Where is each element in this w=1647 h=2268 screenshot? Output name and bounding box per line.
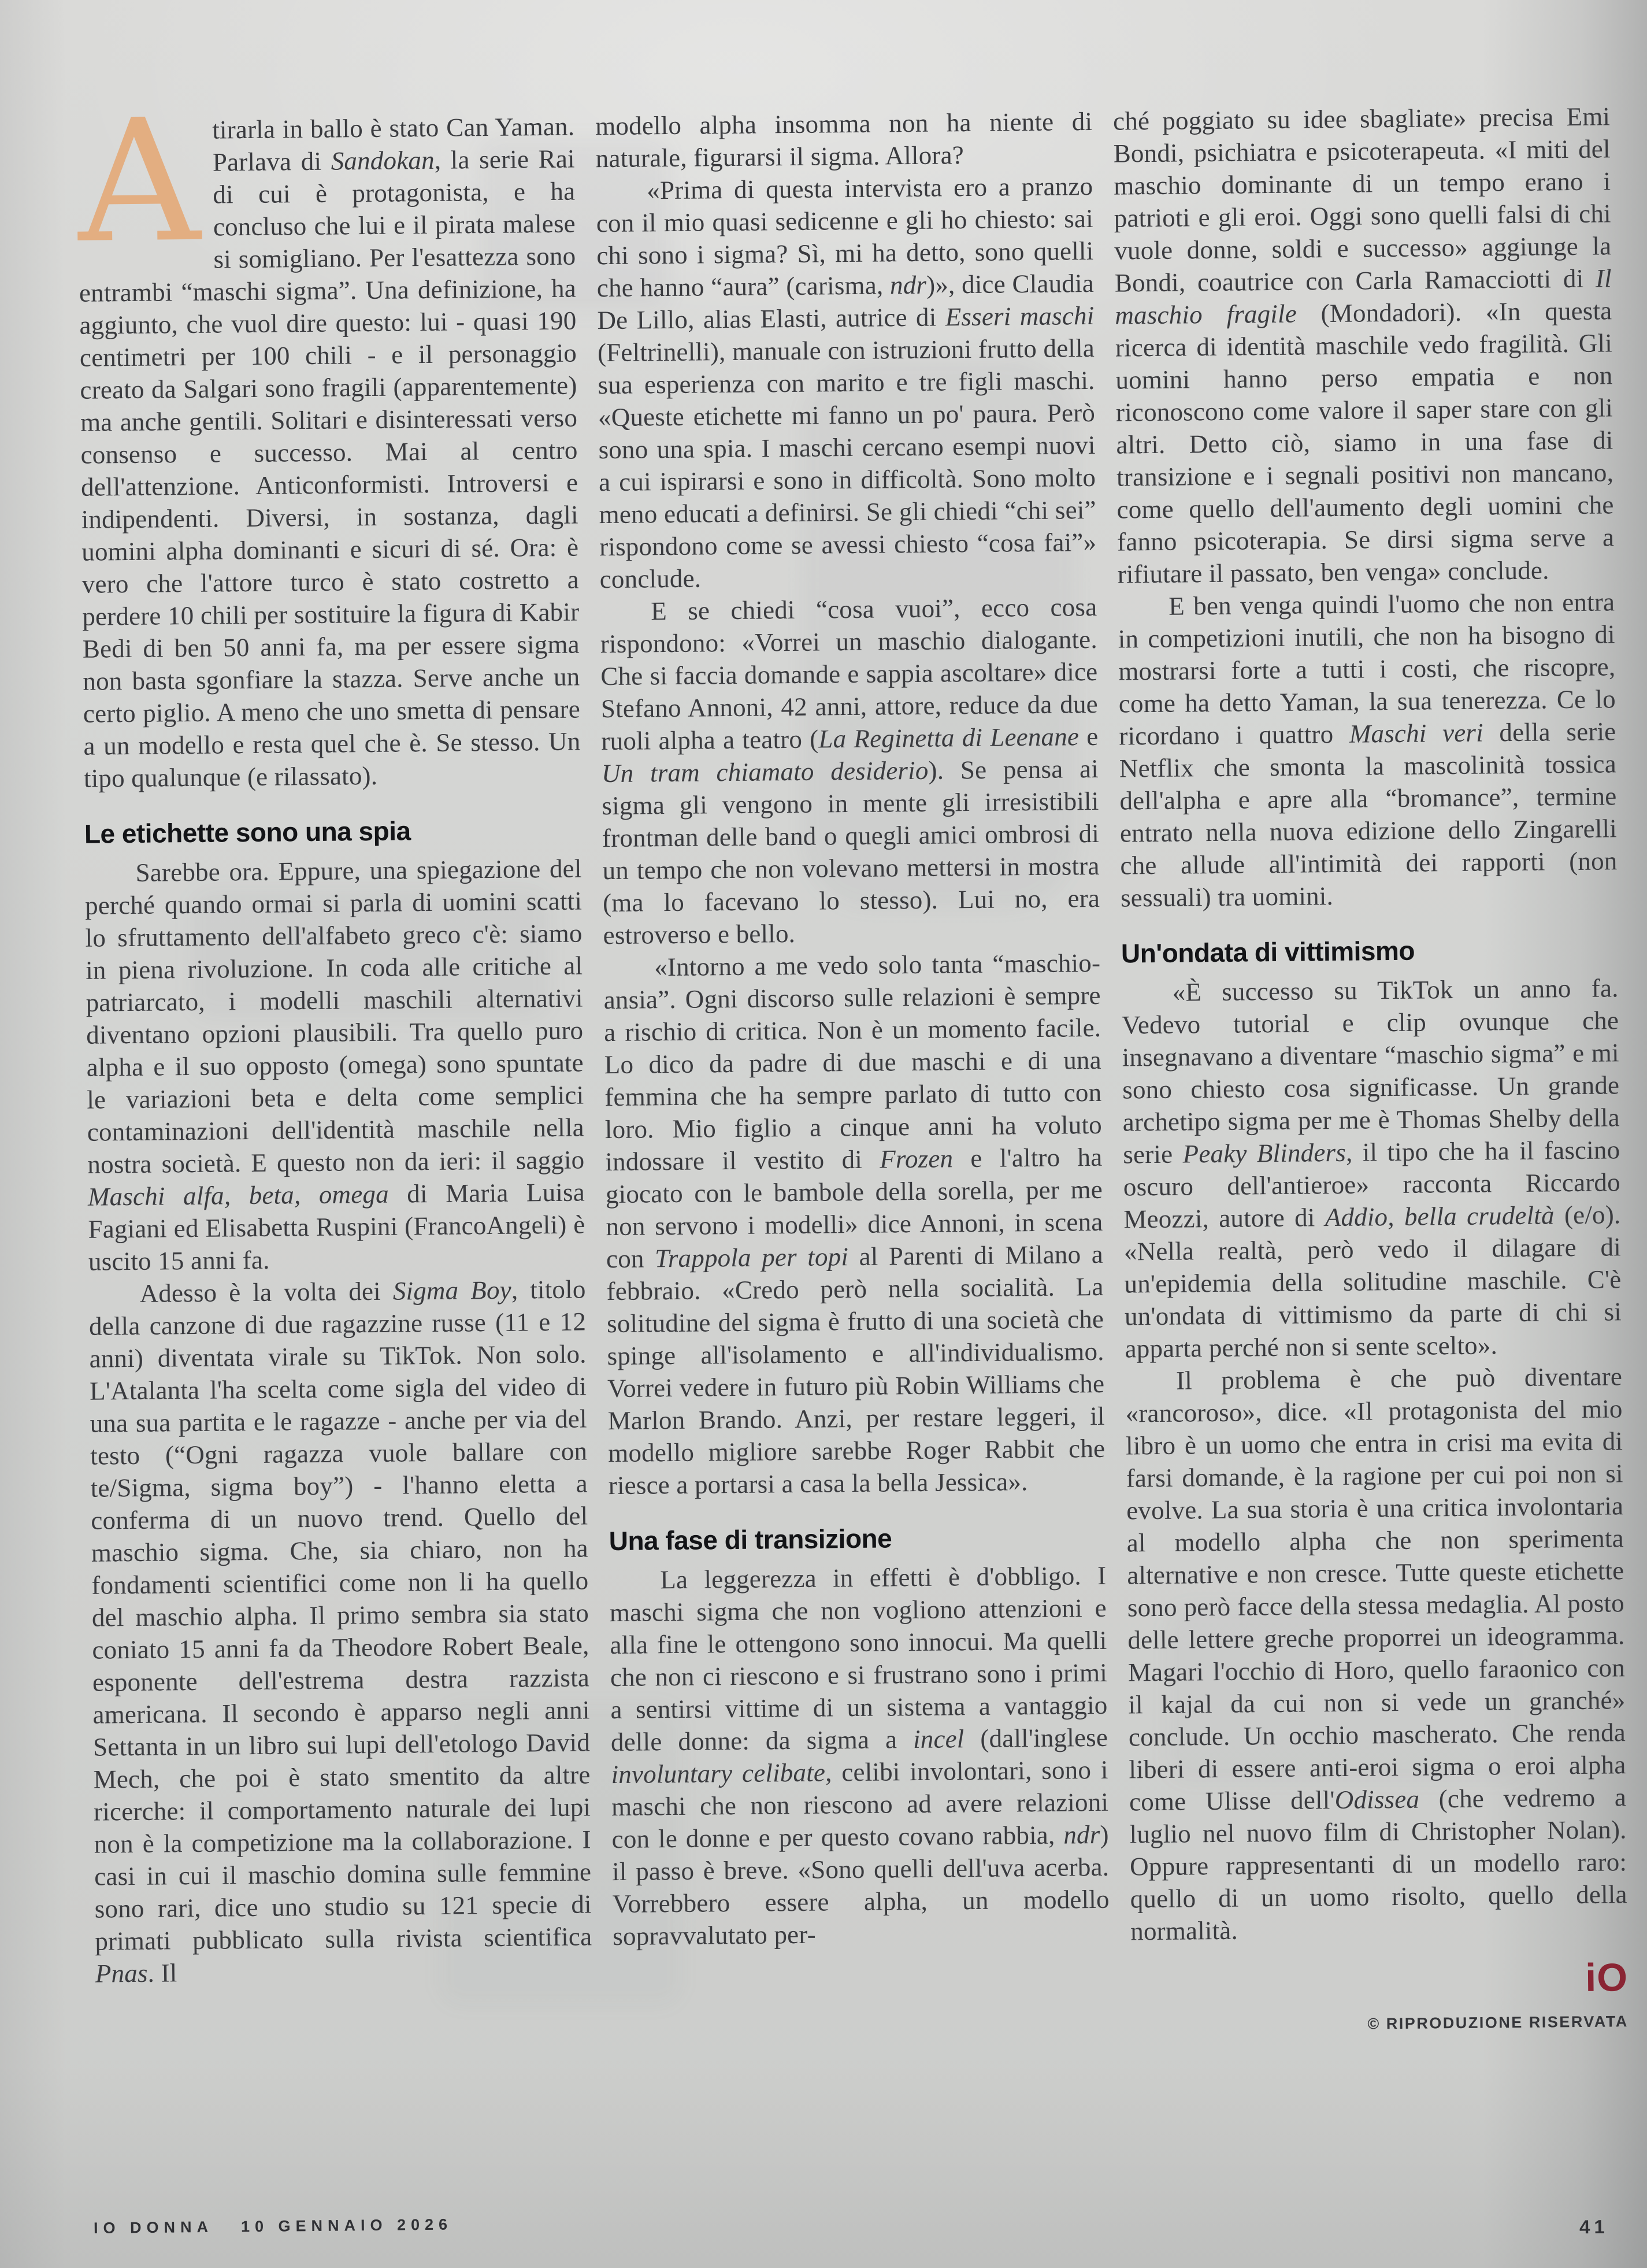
paragraph: «Prima di questa intervista ero a pranzo con il mio quasi sedicenne e gli ho chiesto: sai chi sono i sigma? Sì, mi ha detto, sono quelli che hanno “aura” (carisma, ndr)», dice Claudia De Lillo, alias Elasti, autrice di Esseri maschi (Feltrinelli), manuale con istruzioni frutto della sua esperienza con marito e tre figli maschi. «Queste etichette mi fanno un po' paura. Però sono una spia. I maschi cercano esempi nuovi a cui ispirarsi e sono in difficoltà. Sono molto meno educati a definirsi. Se gli chiedi “chi sei” rispondono come se avessi chiesto “cosa fai”» conclude. xyxy=(596,171,1097,594)
paragraph: Atirarla in ballo è stato Can Yaman. Parlava di Sandokan, la serie Rai di cui è protagonista, e ha concluso che lui e il pirata malese si somigliano. Per l'esattezza sono entrambi “maschi sigma”. Una definizione, ha aggiunto, che vuol dire questo: lui - quasi 190 centimetri per 100 chili - e il personaggio creato da Salgari sono fragili (apparentemente) ma anche gentili. Solitari e disinteressati verso consenso e successo. Mai al centro dell'attenzione. Anticonformisti. Introversi e indipendenti. Diversi, in sostanza, dagli uomini alpha dominanti e sicuri di sé. Ora: è vero che l'attore turco è stato costretto a perdere 10 chili per sostituire la figura di Kabir Bedi di ben 50 anni fa, ma per essere sigma non basta sgonfiare la stazza. Serve anche un certo piglio. A meno che uno smetta di pensare a un modello e resta quel che è. Se stesso. Un tipo qualunque (e rilassato). xyxy=(77,82,581,793)
section-heading: Un'ondata di vittimismo xyxy=(1121,935,1415,969)
page-footer xyxy=(94,2215,452,2237)
paragraph: E ben venga quindi l'uomo che non entra in competizioni inutili, che non ha bisogno di mostrarsi forte a tutti i costi, che riscopre, come ha detto Yaman, la sua tenerezza. Ce lo ricordano i quattro Maschi veri della serie Netflix che smonta la mascolinità tossica dell'alpha e apre alla “bromance”, termine entrato nella nuova edizione dello Zingarelli che allude all'intimità dei rapporti (non sessuali) tra uomini. xyxy=(1118,587,1618,913)
paragraph: Il problema è che può diventare «rancoroso», dice. «Il protagonista del mio libro è un uomo che entra in crisi ma evita di farsi domande, è la ragione per cui poi non si evolve. La sua storia è una critica involontaria al modello alpha che non sperimenta alternative e non cresce. Tutte queste etichette sono però facce della stessa medaglia. Al posto delle lettere greche proporrei un ideogramma. Magari l'occhio di Horo, quello faraonico con il kajal da cui non si vede un granché» conclude. Un occhio mascherato. Che renda liberi di essere anti-eroi sigma o eroi alpha come Ulisse dell'Odissea (che vedremo a luglio nel nuovo film di Christopher Nolan). Oppure rappresentanti di un modello raro: quello di un uomo risolto, quello della normalità. xyxy=(1125,1362,1627,1946)
paragraph: La leggerezza in effetti è d'obbligo. I maschi sigma che non vogliono attenzioni e alla fine le ottengono sono innocui. Ma quelli che non ci riescono e si frustrano sono i primi a sentirsi vittime di un sistema a vantaggio delle donne: da sigma a incel (dall'inglese involuntary celibate, celibi involontari, sono i maschi che non riescono ad avere relazioni con le donne e per questo covano rabbia, ndr) il passo è breve. «Sono quelli dell'uva acerba. Vorrebbero essere alpha, un modello sopravvalutato per- xyxy=(609,1561,1110,1951)
paragraph: ché poggiato su idee sbagliate» precisa Emi Bondi, psichiatra e psicoterapeuta. «I miti del maschio dominante di un tempo erano i patrioti e gli eroi. Oggi sono quelli falsi di chi vuole donne, soldi e successo» aggiunge la Bondi, coautrice con Carla Ramacciotti di Il maschio fragile (Mondadori). «In questa ricerca di identità maschile vedo fragilità. Gli uomini hanno perso empatia e non riconoscono come valore il saper stare con gli altri. Detto ciò, siamo in una fase di transizione e i segnali positivi non mancano, come quello dell'aumento degli uomini che fanno psicoterapia. Se dirsi sigma serve a rifiutare il passato, ben venga» conclude. xyxy=(1112,102,1615,589)
paragraph: «Intorno a me vedo solo tanta “maschio-ansia”. Ogni discorso sulle relazioni è sempre a rischio di critica. Non è un momento facile. Lo dico da padre di due maschi e di una femmina che ha sempre parlato di tutto con loro. Mio figlio a cinque anni ha voluto indossare il vestito di Frozen e l'altro ha giocato con le bambole della sorella, per me non servono i modelli» dice Annoni, in scena con Trappola per topi al Parenti di Milano a febbraio. «Credo però nella socialità. La solitudine del sigma è frutto di una società che spinge all'isolamento e all'individualismo. Vorrei vedere in futuro più Robin Williams che Marlon Brando. Anzi, per restare leggeri, il modello migliore sarebbe Roger Rabbit che riesce a portarsi a casa la bella Jessica». xyxy=(603,948,1106,1500)
article-body xyxy=(77,82,1629,2052)
column-2-text xyxy=(595,105,1110,1952)
text-column-2 xyxy=(595,105,1111,2047)
column-1-text xyxy=(77,82,592,1990)
issue-date: 10 GENNAIO 2026 xyxy=(240,2215,453,2236)
section-heading: Una fase di transizione xyxy=(609,1523,892,1557)
section-heading: Le etichette sono una spia xyxy=(84,816,411,849)
page-number: 41 xyxy=(1579,2215,1609,2238)
text-column-3 xyxy=(1113,100,1629,2042)
paragraph: E se chiedi “cosa vuoi”, ecco cosa rispondono: «Vorrei un maschio dialogante. Che si faccia domande e sappia ascoltare» dice Stefano Annoni, 42 anni, attore, reduce da due ruoli alpha a teatro (La Reginetta di Leenane e Un tram chiamato desiderio). Se pensa ai sigma gli vengono in mente gli irresistibili frontman delle band o quegli amici ombrosi di un tempo che non volevano mettersi in mostra (ma lo facevano lo stesso). Lui no, era estroverso e bello. xyxy=(600,592,1100,950)
io-donna-logo: iO xyxy=(1585,1955,1629,2000)
copyright-notice: © RIPRODUZIONE RISERVATA xyxy=(1367,2013,1629,2033)
dropcap-letter: A xyxy=(77,82,201,280)
text-column-1 xyxy=(77,82,593,2052)
magazine-name: IO DONNA xyxy=(93,2218,214,2237)
paragraph: modello alpha insomma non ha niente di naturale, figurarsi il sigma. Allora? xyxy=(595,106,1093,173)
column-3-text xyxy=(1113,100,1628,1947)
paragraph: Adesso è la volta dei Sigma Boy, titolo della canzone di due ragazzine russe (11 e 12 anni) diventata virale su TikTok. Non solo. L'Atalanta l'ha scelta come sigla del video di una sua partita e le ragazze - anche per via del testo (“Ogni ragazza vuole ballare con te/Sigma, sigma boy”) - l'hanno eletta a conferma di un nuovo trend. Quello del maschio sigma. Che, sia chiaro, non ha fondamenti scientifici come non li ha quello del maschio alpha. Il primo sembra sia stato coniato 15 anni fa da Theodore Robert Beale, esponente dell'estrema destra razzista americana. Il secondo è apparso negli anni Settanta in un libro sui lupi dell'etologo David Mech, che poi è stato smentito da altre ricerche: il comportamento naturale dei lupi non è la competizione ma la collaborazione. I casi in cui il maschio domina sulle femmine sono rari, dice uno studio su 121 specie di primati pubblicato sulla rivista scientifica Pnas. Il xyxy=(88,1274,592,1988)
paragraph: Sarebbe ora. Eppure, una spiegazione del perché quando ormai si parla di uomini scatti lo sfruttamento dell'alfabeto greco c'è: siamo in piena rivoluzione. In coda alle critiche al patriarcato, i modelli maschili alternativi diventano opzioni plausibili. Tra quello puro alpha e il suo opposto (omega) sono spuntate le variazioni beta e delta come semplici contaminazioni dell'identità maschile nella nostra società. E questo non da ieri: il saggio Maschi alfa, beta, omega di Maria Luisa Fagiani ed Elisabetta Ruspini (FrancoAngeli) è uscito 15 anni fa. xyxy=(84,854,585,1276)
three-column-layout xyxy=(77,82,1629,2052)
paragraph: «È successo su TikTok un anno fa. Vedevo tutorial e clip ovunque che insegnavano a diventare “maschio sigma” e mi sono chiesto cosa significasse. Un grande archetipo sigma per me è Thomas Shelby della serie Peaky Blinders, il tipo che ha il fascino oscuro dell'antieroe» racconta Riccardo Meozzi, autore di Addio, bella crudeltà (e/o). «Nella realtà, però vedo il dilagare di un'epidemia della solitudine maschile. C'è un'ondata di vittimismo da parte di chi si apparta perché non si sente scelto». xyxy=(1121,973,1622,1363)
